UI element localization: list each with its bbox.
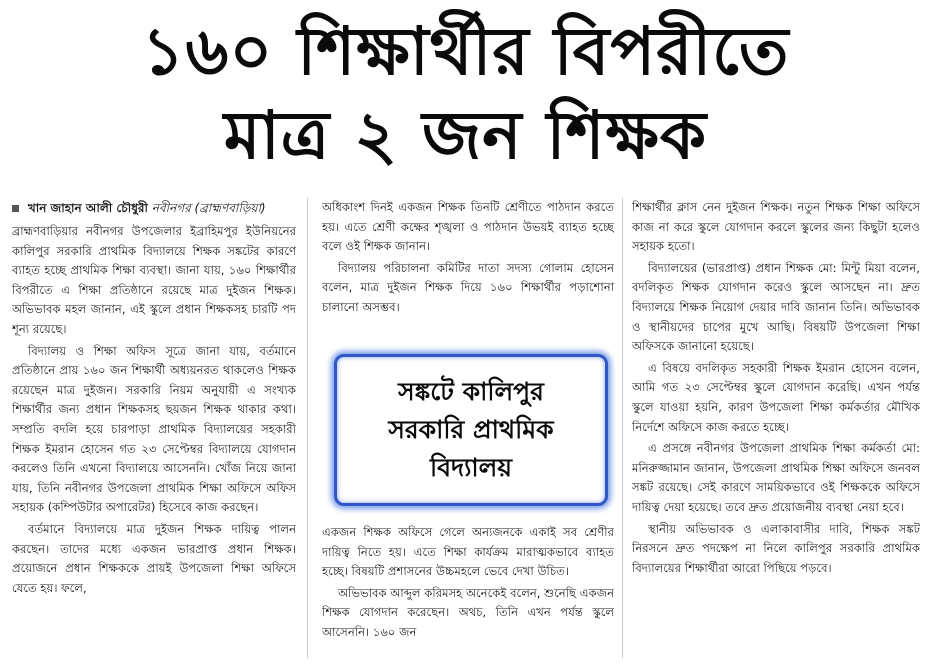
paragraph: একজন শিক্ষক অফিসে গেলে অন্যজনকে একাই সব শ্রেণীর দায়িত্ব নিতে হয়। এতে শিক্ষা কার্যক্রম মারাত্মকভাবে ব্যাহত হচ্ছে। বিষয়টি প্রশাসনের উচ্চমহলে ভেবে দেখা উচিত। [322, 525, 614, 579]
paragraph: অভিভাবক আব্দুল করিমসহ অনেকেই বলেন, শুনেছি একজন শিক্ষক যোগদান করেছেন। অথচ, তিনি এখন পর্যন্ত স্কুলে আসেননি। ১৬০ জন [322, 585, 614, 639]
paragraph: বিদ্যালয় পরিচালনা কমিটির দাতা সদস্য গোলাম হোসেন বলেন, মাত্র দুইজন শিক্ষক দিয়ে ১৬০ শিক্ষার্থীর পড়াশোনা চালানো অসম্ভব। [322, 260, 614, 314]
article-column-3 [632, 198, 920, 663]
paragraph: শিক্ষার্থীর ক্লাস নেন দুইজন শিক্ষক। নতুন শিক্ষক শিক্ষা অফিসে কাজ না করে স্কুলে যোগদান করলে স্কুলের জন্য কিছুটা হলেও সহায়ক হতো। [632, 200, 920, 254]
pull-quote-line-3: বিদ্যালয় [429, 453, 513, 482]
column-divider [307, 198, 308, 658]
paragraph: এ প্রসঙ্গে নবীনগর উপজেলা প্রাথমিক শিক্ষা কর্মকর্তা মো: মনিরুজ্জামান জানান, উপজেলা প্রাথমিক শিক্ষা অফিসে জনবল সঙ্কট রয়েছে। সেই কারণে সাময়িকভাবে ওই শিক্ষককে অফিসে দায়িত্ব দেয়া হয়েছে। তবে দ্রুত প্রয়োজনীয় ব্যবস্থা নেয়া হবে। [632, 441, 920, 514]
paragraph: স্থানীয় অভিভাবক ও এলাকাবাসীর দাবি, শিক্ষক সঙ্কট নিরসনে দ্রুত পদক্ষেপ না নিলে কালিপুর সরকারি প্রাথমিক বিদ্যালয়ের শিক্ষার্থীরা আরো পিছিয়ে পড়বে। [632, 521, 920, 575]
headline [0, 10, 931, 178]
column-2-lower [322, 523, 614, 645]
column-2-upper [322, 198, 614, 333]
byline-author: খান জাহান আলী চৌধুরী [27, 201, 148, 215]
headline-line-1: ১৬০ শিক্ষার্থীর বিপরীতে [141, 13, 790, 90]
article-column-1 [12, 198, 296, 663]
paragraph: এ বিষয়ে বদলিকৃত সহকারী শিক্ষক ইমরান হোসেন বলেন, আমি গত ২৩ সেপ্টেম্বর স্কুলে যোগদান করেছি। এখন পর্যন্ত স্কুলে যাওয়া হয়নি, কারণ উপজেলা শিক্ষা কর্মকর্তার মৌখিক নির্দেশে অফিসে কাজ করতে হচ্ছে। [632, 360, 920, 434]
byline [12, 198, 296, 218]
headline-line-2: মাত্র ২ জন শিক্ষক [223, 97, 708, 174]
pull-quote-line-2: সরকারি প্রাথমিক [388, 415, 554, 444]
paragraph: ব্রাহ্মণবাড়িয়ার নবীনগর উপজেলার ইব্রাহিমপুর ইউনিয়নের কালিপুর সরকারি প্রাথমিক বিদ্যালয়ে শিক্ষক সঙ্কটের কারণে ব্যাহত হচ্ছে প্রাথমিক শিক্ষা ব্যবস্থা। জানা যায়, ১৬০ শিক্ষার্থীর বিপরীতে এ শিক্ষা প্রতিষ্ঠানে রয়েছে মাত্র দুইজন শিক্ষক। অভিভাবক মহল জানান, এই স্কুলে প্রধান শিক্ষকসহ চারটি পদ শূন্য রয়েছে। [12, 224, 296, 336]
paragraph: বিদ্যালয় ও শিক্ষা অফিস সূত্রে জানা যায়, বর্তমানে প্রতিষ্ঠানে প্রায় ১৬০ জন শিক্ষার্থী অধ্যয়নরত থাকলেও শিক্ষক রয়েছেন মাত্র দুইজন। সরকারি নিয়ম অনুযায়ী এ সংখ্যক শিক্ষার্থীর জন্য প্রধান শিক্ষকসহ ছয়জন শিক্ষক থাকার কথা। সম্প্রতি বদলি হয়ে চারপাড়া প্রাথমিক বিদ্যালয়ের সহকারী শিক্ষক ইমরান হোসেন গত ২৩ সেপ্টেম্বর বিদ্যালয়ে যোগদান করলেও তিনি এখনো বিদ্যালয়ে আসেননি। খোঁজ নিয়ে জানা যায়, তিনি নবীনগর উপজেলা প্রাথমিক শিক্ষা অফিসে অফিস সহায়ক (কম্পিউটার অপারেটর) হিসেবে কাজ করছেন। [12, 343, 296, 515]
paragraph: অধিকাংশ দিনই একজন শিক্ষক তিনটি শ্রেণীতে পাঠদান করতে হয়। এতে শ্রেণী কক্ষের শৃঙ্খলা ও পাঠদান উভয়ই ব্যাহত হচ্ছে বলে ওই শিক্ষক জানান। [322, 200, 614, 254]
paragraph: বর্তমানে বিদ্যালয়ে মাত্র দুইজন শিক্ষক দায়িত্ব পালন করছেন। তাদের মধ্যে একজন ভারপ্রাপ্ত প্রধান শিক্ষক। প্রয়োজনে প্রধান শিক্ষককে প্রায়ই উপজেলা শিক্ষা অফিসে যেতে হয়। ফলে, [12, 521, 296, 595]
column-divider [622, 198, 623, 658]
byline-location: নবীনগর (ব্রাহ্মণবাড়িয়া) [151, 201, 266, 215]
paragraph: বিদ্যালয়ের (ভারপ্রাপ্ত) প্রধান শিক্ষক মো: মিন্টু মিয়া বলেন, বদলিকৃত শিক্ষক যোগদান করেও স্কুলে আসছেন না। দ্রুত বিদ্যালয়ে শিক্ষক নিয়োগ দেয়ার দাবি জানান তিনি। অভিভাবক ও স্থানীয়দের চাপের মুখে আছি। বিষয়টি উপজেলা শিক্ষা অফিসকে জানানো হয়েছে। [632, 260, 920, 354]
pull-quote-box [334, 354, 608, 506]
byline-square-icon [12, 205, 19, 212]
pull-quote-line-1: সঙ্কটে কালিপুর [398, 377, 544, 406]
